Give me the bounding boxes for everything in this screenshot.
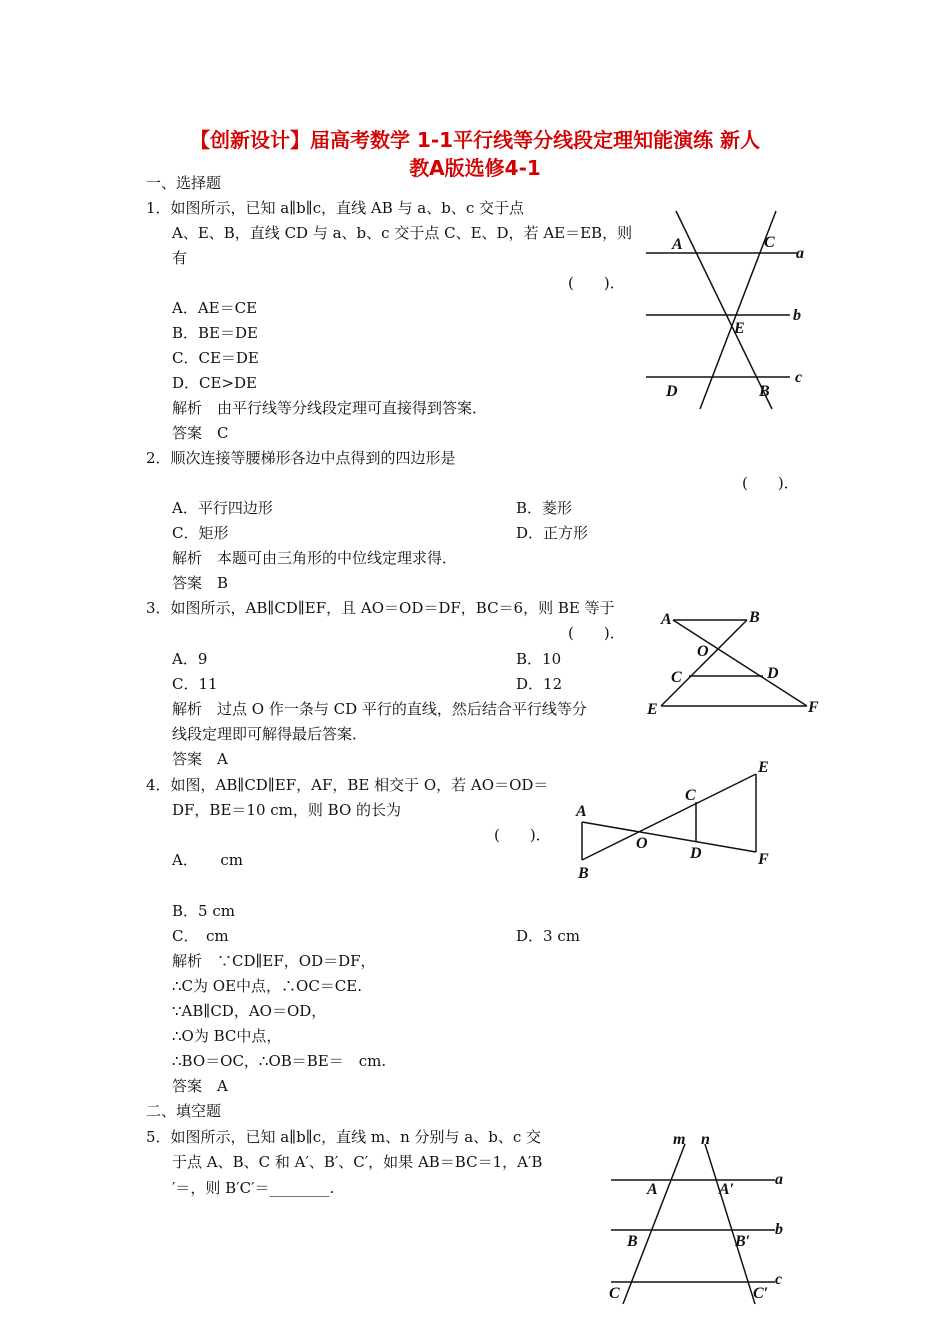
q5-stem-line2: 于点 A、B、C 和 A′、B′、C′，如果 AB＝BC＝1，A′B (172, 1153, 543, 1171)
q1-stem-line2: A、E、B，直线 CD 与 a、b、c 交于点 C、E、D，若 AE＝EB，则 (172, 224, 633, 242)
q5-stem-line1: 5．如图所示，已知 a∥b∥c，直线 m、n 分别与 a、b、c 交 (146, 1128, 542, 1146)
fig4-label-A: A (576, 803, 587, 820)
q2-answer: 答案 B (172, 574, 229, 592)
fig5-label-n: n (701, 1131, 710, 1148)
q1-answer: 答案 C (172, 424, 229, 442)
fig1-label-c: c (795, 369, 803, 386)
fig1-label-a: a (796, 245, 804, 262)
fig5-label-m: m (673, 1131, 686, 1148)
q4-analysis-1: 解析 ∵CD∥EF，OD＝DF， (172, 952, 376, 970)
fig1-label-b: b (793, 307, 801, 324)
fig1-label-D: D (666, 383, 678, 400)
fig5-label-a: a (775, 1171, 783, 1188)
fig5-label-b: b (775, 1221, 783, 1238)
fig5-label-B: B (627, 1233, 638, 1250)
q4-stem-line2: DF，BE＝10 cm，则 BO 的长为 (172, 801, 402, 819)
fig5-label-C-prime: C′ (753, 1285, 769, 1302)
fig5-label-B-prime: B′ (735, 1233, 751, 1250)
fig3-label-F: F (808, 699, 819, 716)
fig4-label-D: D (690, 845, 702, 862)
q3-stem: 3．如图所示，AB∥CD∥EF，且 AO＝OD＝DF，BC＝6，则 BE 等于 (146, 599, 615, 617)
fig5-label-A: A (647, 1181, 658, 1198)
q4-option-d: D．3 cm (516, 927, 580, 945)
q4-option-a: A． cm (172, 851, 243, 869)
q1-option-b: B．BE＝DE (172, 324, 258, 342)
q2-option-b: B．菱形 (516, 499, 573, 517)
q3-paren: ( )． (568, 624, 625, 642)
q1-stem-line1: 1．如图所示，已知 a∥b∥c，直线 AB 与 a、b、c 交于点 (146, 199, 524, 217)
q2-paren: ( )． (742, 474, 799, 492)
fig4-label-C: C (685, 787, 696, 804)
fig1-label-B: B (759, 383, 770, 400)
q1-option-d: D．CE>DE (172, 374, 257, 392)
q3-option-a: A．9 (172, 650, 208, 668)
fig4-label-F: F (758, 851, 769, 868)
section-fill-heading: 二、填空题 (146, 1102, 222, 1120)
figure-q4 (570, 752, 780, 884)
figure-q3 (645, 604, 825, 719)
fig3-label-C: C (671, 669, 682, 686)
q4-analysis-3: ∵AB∥CD，AO＝OD， (172, 1002, 327, 1020)
fig1-label-E: E (734, 320, 745, 337)
fig1-label-C: C (764, 234, 775, 251)
fig3-label-O: O (697, 643, 709, 660)
q4-analysis-5: ∴BO＝OC，∴OB＝BE＝ cm. (172, 1052, 387, 1070)
fig4-label-E: E (758, 759, 769, 776)
q2-option-a: A．平行四边形 (172, 499, 273, 517)
q1-stem-line3: 有 (172, 249, 188, 267)
q4-option-c: C． cm (172, 927, 229, 945)
fig5-label-A-prime: A′ (719, 1181, 735, 1198)
q2-option-c: C．矩形 (172, 524, 229, 542)
q2-stem: 2．顺次连接等腰梯形各边中点得到的四边形是 (146, 449, 456, 467)
fig1-label-A: A (672, 236, 683, 253)
title-line-1: 【创新设计】届高考数学 1-1平行线等分线段定理知能演练 新人 (189, 128, 761, 152)
fig5-label-c: c (775, 1271, 783, 1288)
q1-analysis: 解析 由平行线等分线段定理可直接得到答案． (172, 399, 488, 417)
q5-stem-line3: ′＝，则 B′C′＝________. (172, 1179, 335, 1197)
q4-analysis-2: ∴C为 OE中点，∴OC＝CE. (172, 977, 363, 995)
q3-option-b: B．10 (516, 650, 562, 668)
q2-analysis: 解析 本题可由三角形的中位线定理求得． (172, 549, 458, 567)
q3-analysis-line2: 线段定理即可解得最后答案． (172, 725, 368, 743)
q3-answer: 答案 A (172, 750, 228, 768)
q1-paren: ( )． (568, 274, 625, 292)
q3-analysis-line1: 解析 过点 O 作一条与 CD 平行的直线，然后结合平行线等分 (172, 700, 587, 718)
q1-option-a: A．AE＝CE (172, 299, 258, 317)
figure-q1 (640, 205, 820, 415)
q4-paren: ( )． (494, 826, 551, 844)
fig3-label-E: E (647, 701, 658, 718)
fig3-label-A: A (661, 611, 672, 628)
q4-option-b: B．5 cm (172, 902, 235, 920)
fig3-label-B: B (749, 609, 760, 626)
fig3-label-D: D (767, 665, 779, 682)
q4-analysis-4: ∴O为 BC中点， (172, 1027, 282, 1045)
fig5-label-C: C (609, 1285, 620, 1302)
fig4-label-B: B (578, 865, 589, 882)
figure-q5 (605, 1130, 795, 1305)
q4-stem-line1: 4．如图，AB∥CD∥EF，AF，BE 相交于 O，若 AO＝OD＝ (146, 776, 549, 794)
q2-option-d: D．正方形 (516, 524, 589, 542)
q3-option-d: D．12 (516, 675, 563, 693)
q4-answer: 答案 A (172, 1077, 228, 1095)
q1-option-c: C．CE＝DE (172, 349, 259, 367)
q3-option-c: C．11 (172, 675, 218, 693)
fig4-label-O: O (636, 835, 648, 852)
section-choice-heading: 一、选择题 (146, 174, 222, 192)
title-line-2: 教A版选修4-1 (409, 156, 541, 180)
